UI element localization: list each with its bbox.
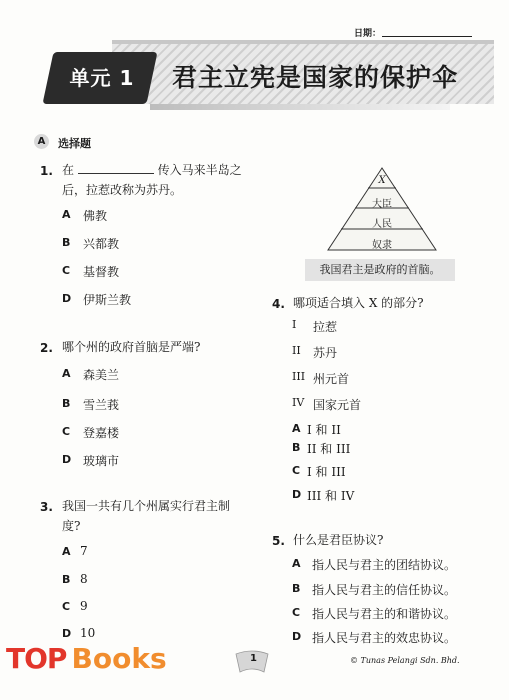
diagram-caption: 我国君主是政府的首脑。: [305, 259, 455, 281]
question-5-option-d[interactable]: 指人民与君主的效忠协议。: [312, 631, 457, 645]
question-4-option-b-letter: B: [292, 441, 301, 454]
banner-underline: [150, 104, 450, 110]
watermark-top-text: TOP: [6, 642, 67, 675]
question-5-number: 5.: [272, 534, 285, 548]
question-4-option-b[interactable]: II 和 III: [307, 442, 351, 456]
question-3-option-c-letter: C: [62, 600, 71, 613]
question-3-option-a[interactable]: 7: [80, 544, 88, 558]
question-1-text-line2: 后，拉惹改称为苏丹。: [62, 183, 183, 197]
unit-label: 单元 1: [69, 66, 135, 90]
question-2-option-c[interactable]: 登嘉楼: [83, 426, 120, 440]
question-2-number: 2.: [40, 341, 53, 355]
question-2-option-d-letter: D: [62, 453, 72, 466]
question-5-option-c-letter: C: [292, 606, 301, 619]
question-3-text: [62, 496, 272, 536]
question-4-option-d[interactable]: III 和 IV: [307, 489, 355, 503]
question-3-text-line1: 我国一共有几个州属实行君主制: [62, 499, 231, 513]
question-5-option-d-letter: D: [292, 630, 302, 643]
pyramid-level-minister: 大臣: [372, 199, 392, 210]
question-3-option-a-letter: A: [62, 545, 71, 558]
question-4-option-d-letter: D: [292, 488, 302, 501]
question-3-option-d[interactable]: 10: [80, 626, 96, 640]
question-2-text: 哪个州的政府首脑是严端?: [62, 340, 201, 354]
question-4-option-c[interactable]: I 和 III: [307, 465, 346, 479]
question-1-text: [62, 160, 272, 200]
question-1-text-after: 传入马来半岛之: [157, 163, 242, 177]
page-number: 1: [250, 653, 257, 664]
question-4-item-ii-roman: II: [292, 344, 301, 357]
date-line: [382, 36, 472, 37]
question-1-option-b-letter: B: [62, 236, 71, 249]
question-1-number: 1.: [40, 164, 53, 178]
question-5-option-a-letter: A: [292, 557, 301, 570]
question-2-option-d[interactable]: 玻璃市: [83, 454, 120, 468]
question-5-option-c[interactable]: 指人民与君主的和谐协议。: [312, 607, 457, 621]
question-4-option-a[interactable]: I 和 II: [307, 423, 341, 437]
copyright: © Tunas Pelangi Sdn. Bhd.: [350, 656, 460, 665]
question-5-option-b[interactable]: 指人民与君主的信任协议。: [312, 583, 457, 597]
section-title: 选择题: [58, 137, 91, 150]
question-4-number: 4.: [272, 297, 285, 311]
question-4-item-iii: 州元首: [313, 372, 350, 386]
date-label: 日期：: [354, 29, 382, 39]
pyramid-level-x: X: [378, 175, 386, 186]
question-2-option-b-letter: B: [62, 397, 71, 410]
question-4-item-iv-roman: IV: [292, 396, 305, 409]
question-3-option-d-letter: D: [62, 627, 72, 640]
question-4-item-iv: 国家元首: [313, 398, 362, 412]
question-4-item-ii: 苏丹: [313, 346, 338, 360]
question-4-option-a-letter: A: [292, 422, 301, 435]
question-1-option-d[interactable]: 伊斯兰教: [83, 293, 132, 307]
question-1-option-a-letter: A: [62, 208, 71, 221]
pyramid-level-slaves: 奴隶: [372, 240, 392, 251]
question-2-option-c-letter: C: [62, 425, 71, 438]
question-1-blank: [78, 161, 154, 174]
question-5-text: 什么是君臣协议?: [293, 533, 384, 547]
question-2-option-a-letter: A: [62, 367, 71, 380]
question-3-option-b[interactable]: 8: [80, 572, 88, 586]
topbooks-watermark-logo: [6, 642, 167, 675]
question-3-option-b-letter: B: [62, 573, 71, 586]
question-1-option-a[interactable]: 佛教: [83, 209, 108, 223]
question-2-option-a[interactable]: 森美兰: [83, 368, 120, 382]
question-1-text-before: 在: [62, 163, 75, 177]
question-5-option-b-letter: B: [292, 582, 301, 595]
question-4-text: 哪项适合填入 X 的部分?: [293, 296, 424, 310]
question-4-item-i: 拉惹: [313, 320, 338, 334]
question-1-option-c-letter: C: [62, 264, 71, 277]
watermark-books-text: Books: [71, 642, 167, 675]
question-3-option-c[interactable]: 9: [80, 599, 88, 613]
question-1-option-c[interactable]: 基督教: [83, 265, 120, 279]
question-2-option-b[interactable]: 雪兰莪: [83, 398, 120, 412]
section-letter-badge: A: [34, 134, 49, 149]
question-1-option-b[interactable]: 兴都教: [83, 237, 120, 251]
question-4-option-c-letter: C: [292, 464, 301, 477]
question-5-option-a[interactable]: 指人民与君主的团结协议。: [312, 558, 457, 572]
question-4-item-i-roman: I: [292, 318, 297, 331]
question-1-option-d-letter: D: [62, 292, 72, 305]
question-3-text-line2: 度?: [62, 519, 81, 533]
question-3-number: 3.: [40, 500, 53, 514]
pyramid-level-people: 人民: [372, 219, 392, 230]
question-4-item-iii-roman: III: [292, 370, 306, 383]
page-title: 君主立宪是国家的保护伞: [172, 63, 459, 92]
